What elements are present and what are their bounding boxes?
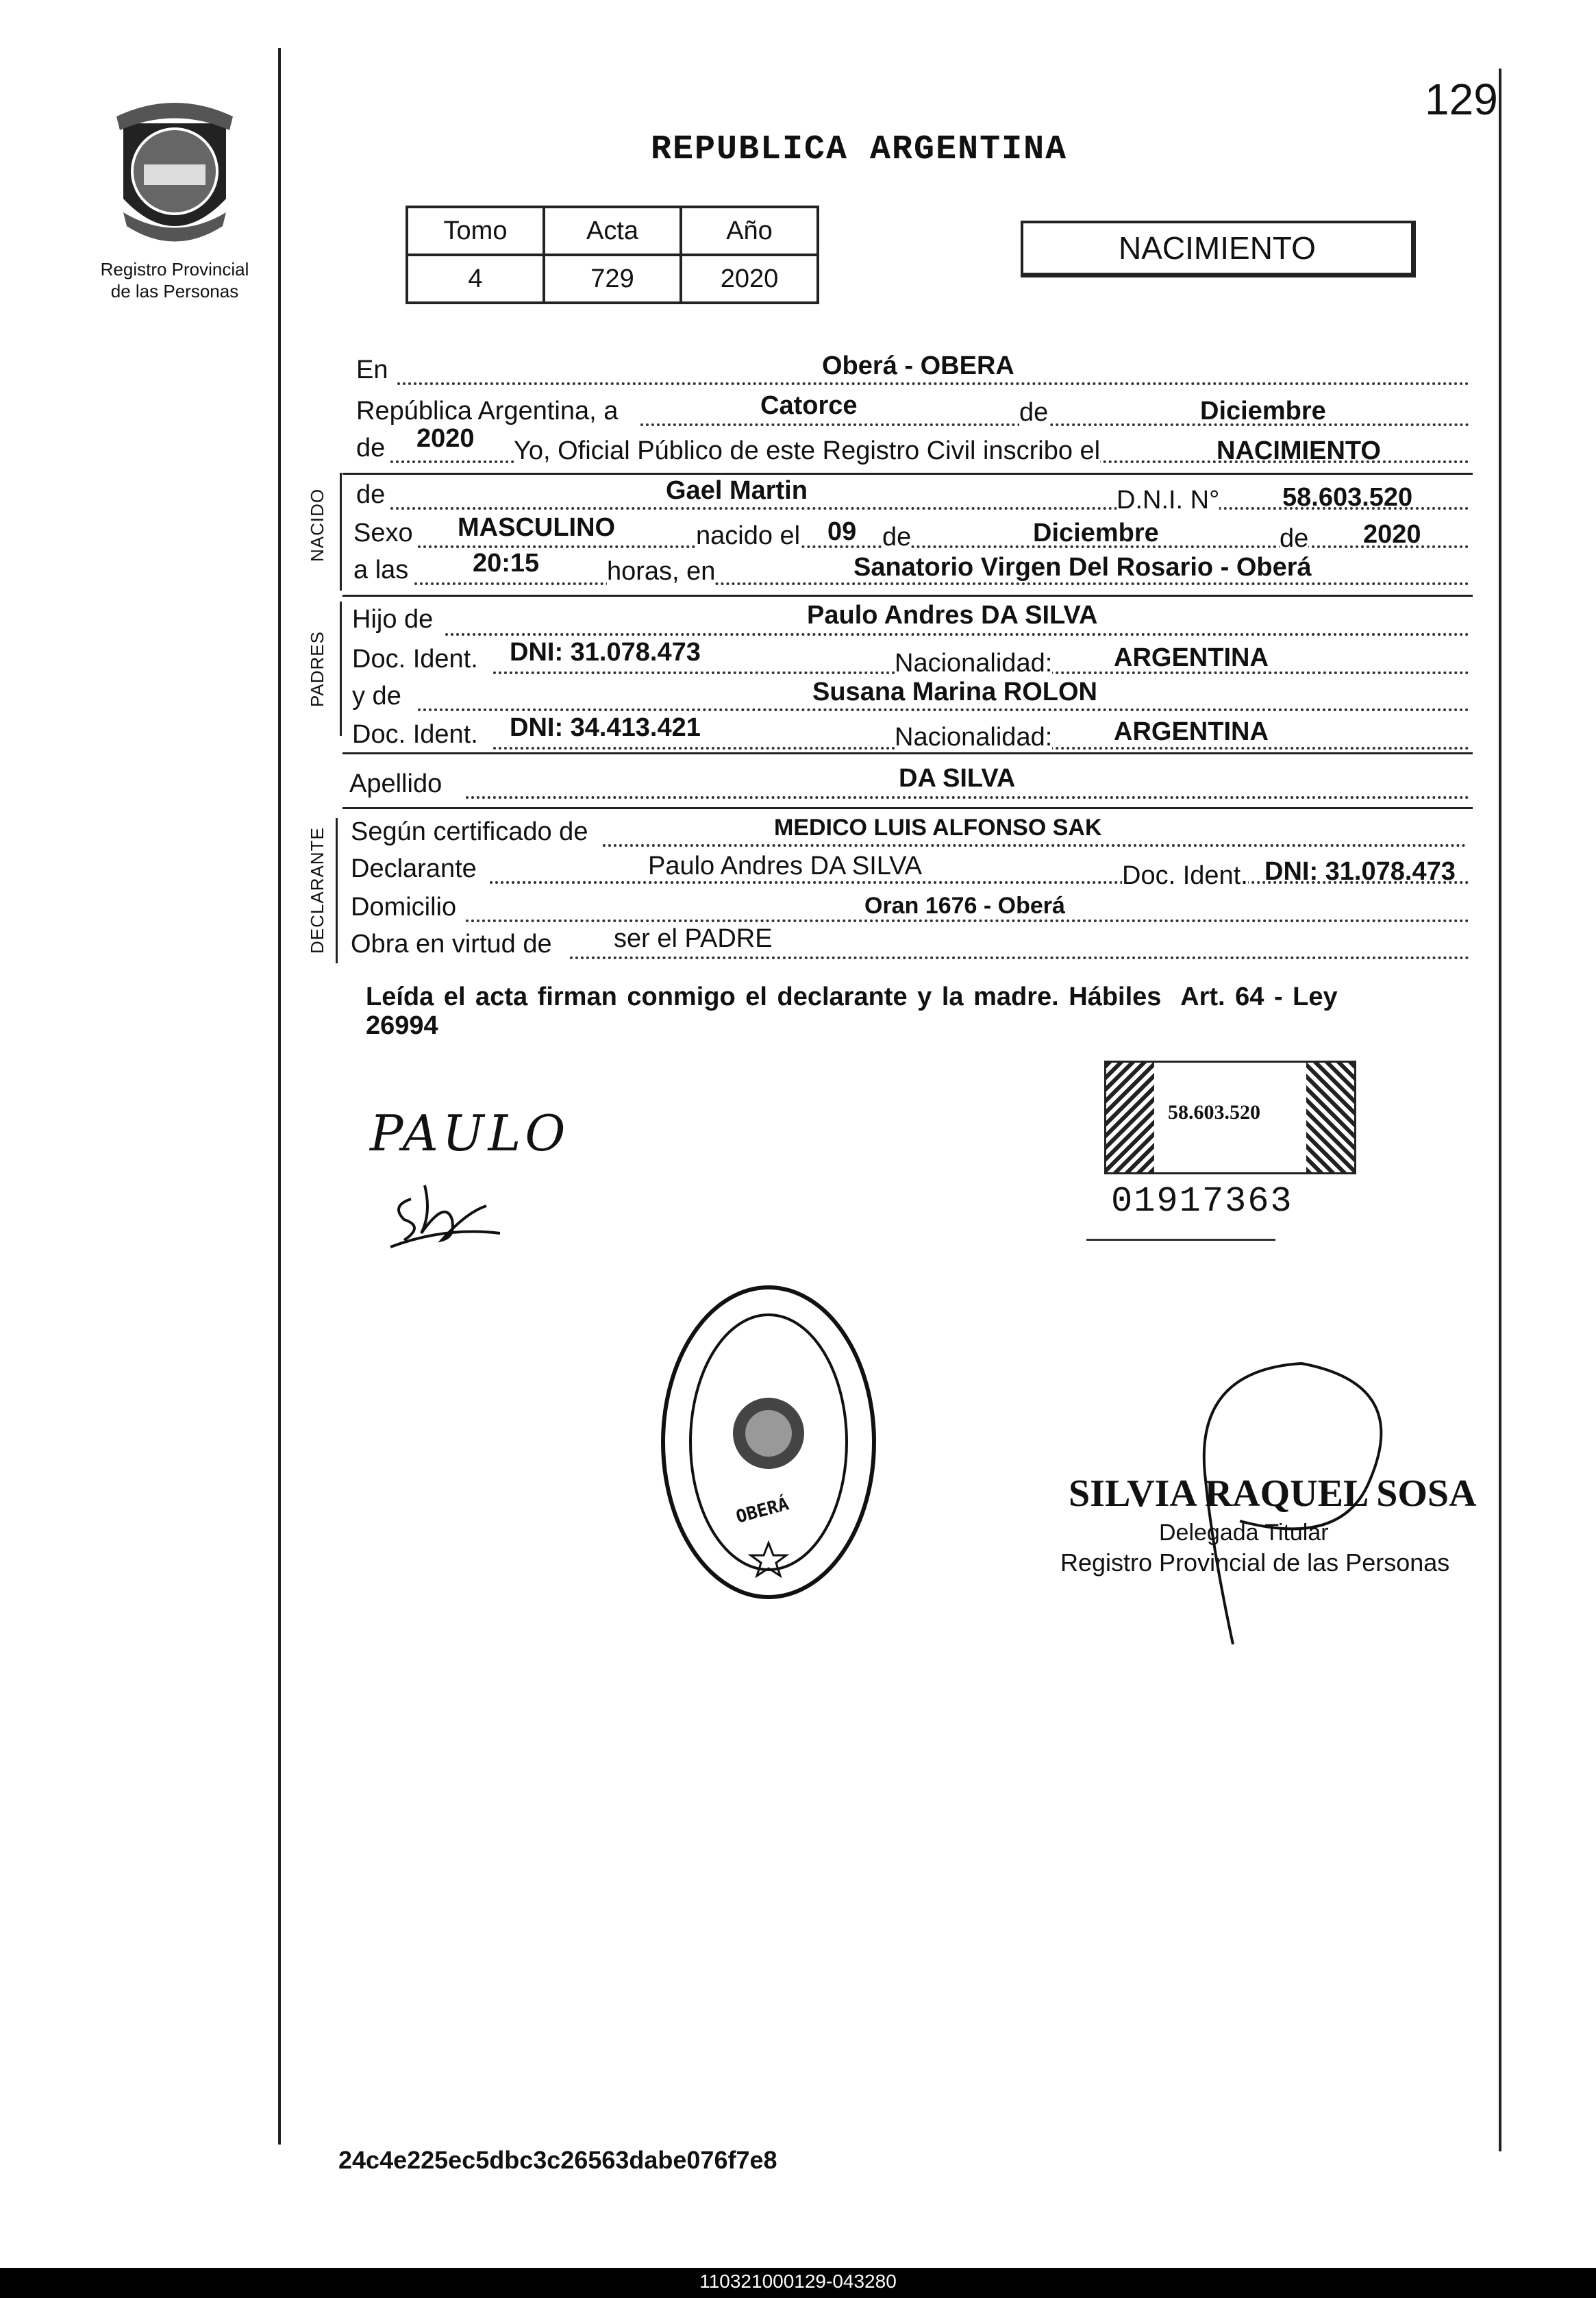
dni-label: D.N.I. N° <box>1117 486 1220 515</box>
sticker-right-pattern <box>1306 1063 1354 1172</box>
section-rule <box>342 473 1473 475</box>
reason: ser el PADRE <box>614 924 773 953</box>
serial-underline <box>1086 1239 1275 1241</box>
mother-doc: DNI: 34.413.421 <box>510 713 701 742</box>
official-office: Registro Provincial de las Personas <box>1060 1548 1450 1577</box>
birth-month: Diciembre <box>1033 519 1159 547</box>
section-rule <box>342 807 1473 809</box>
obra-label: Obra en virtud de <box>351 930 552 959</box>
y-de-label: y de <box>352 682 401 711</box>
logo-caption-2: de las Personas <box>110 281 239 301</box>
day-words: Catorce <box>760 391 858 420</box>
dots <box>397 382 1469 385</box>
place: Oberá - OBERA <box>822 351 1014 380</box>
section-label-nacido: NACIDO <box>307 488 327 562</box>
de2-label: de <box>356 434 386 462</box>
official-title: Delegada Titular <box>1159 1520 1329 1546</box>
nacido-de-label: de <box>356 480 386 509</box>
nacido-de2-label: de <box>882 523 912 552</box>
mother-doc-label: Doc. Ident. <box>352 720 478 749</box>
dots <box>466 796 1469 799</box>
child-name: Gael Martin <box>666 476 808 505</box>
mother-name: Susana Marina ROLON <box>812 678 1097 706</box>
country-title: REPUBLICA ARGENTINA <box>651 130 1068 169</box>
right-margin-line <box>1499 69 1501 2151</box>
dots <box>445 633 1469 636</box>
left-margin-line <box>278 48 281 2145</box>
table-header-ano: Año <box>681 207 818 255</box>
official-name: SILVIA RAQUEL SOSA <box>1069 1472 1477 1515</box>
declarante-label: Declarante <box>351 854 477 883</box>
birth-year: 2020 <box>1363 520 1421 549</box>
registry-table <box>406 206 819 304</box>
dots <box>640 423 1469 426</box>
hijo-de-label: Hijo de <box>352 605 434 634</box>
sexo-label: Sexo <box>353 519 413 547</box>
father-doc-label: Doc. Ident. <box>352 645 478 674</box>
table-value-acta: 729 <box>544 255 681 303</box>
footer-bar <box>0 2268 1596 2298</box>
province-logo <box>103 96 247 254</box>
apellido-label: Apellido <box>349 769 442 798</box>
certificate: MEDICO LUIS ALFONSO SAK <box>774 815 1102 841</box>
child-sex: MASCULINO <box>458 513 616 542</box>
act-type-box <box>1021 221 1416 277</box>
signature-scribble <box>384 1172 507 1254</box>
document-hash: 24c4e225ec5dbc3c26563dabe076f7e8 <box>338 2146 777 2174</box>
cert-label: Según certificado de <box>351 817 588 846</box>
section-bracket <box>336 818 338 963</box>
nacido-de3-label: de <box>1280 524 1309 553</box>
mother-nat: ARGENTINA <box>1114 717 1269 746</box>
declarante-name: Paulo Andres DA SILVA <box>648 852 922 880</box>
republica-label: República Argentina, a <box>356 397 619 425</box>
mother-nat-label: Nacionalidad: <box>895 723 1053 752</box>
dots <box>418 708 1469 711</box>
sticker-left-pattern <box>1106 1063 1154 1172</box>
footer-code: 110321000129-043280 <box>699 2271 897 2292</box>
dots <box>418 545 1469 548</box>
act-type: NACIMIENTO <box>1119 230 1316 266</box>
seal-city: OBERÁ <box>734 1494 791 1528</box>
dots <box>570 956 1469 959</box>
dots <box>603 844 1466 847</box>
child-dni: 58.603.520 <box>1282 483 1413 512</box>
dots <box>414 582 1469 585</box>
id-sticker <box>1104 1061 1356 1174</box>
declarante-doc: DNI: 31.078.473 <box>1264 857 1456 886</box>
section-label-declarante: DECLARANTE <box>307 827 327 954</box>
statement: Yo, Oficial Público de este Registro Civil inscribo el <box>514 436 1101 465</box>
closing-line-1: Leída el acta firman conmigo el declarante y la madre. Hábiles Art. 64 - Ley <box>366 983 1338 1011</box>
section-bracket <box>340 473 342 591</box>
birth-time: 20:15 <box>473 549 540 578</box>
father-name: Paulo Andres DA SILVA <box>807 601 1098 630</box>
en-label: En <box>356 356 388 384</box>
nacido-el-label: nacido el <box>696 521 801 550</box>
sticker-serial: 01917363 <box>1111 1181 1293 1222</box>
month: Diciembre <box>1200 397 1326 425</box>
section-rule <box>342 752 1473 754</box>
logo-caption-1: Registro Provincial <box>100 259 249 280</box>
a-las-label: a las <box>353 556 409 584</box>
father-nat-label: Nacionalidad: <box>895 649 1053 678</box>
table-header-tomo: Tomo <box>407 207 544 255</box>
act-inscribed: NACIMIENTO <box>1217 436 1381 465</box>
birth-place: Sanatorio Virgen Del Rosario - Oberá <box>853 553 1312 582</box>
closing-line-2: 26994 <box>366 1011 438 1040</box>
father-doc: DNI: 31.078.473 <box>510 638 701 667</box>
domicilio-label: Domicilio <box>351 893 457 922</box>
table-value-tomo: 4 <box>407 255 544 303</box>
horas-label: horas, en <box>607 557 716 586</box>
section-label-padres: PADRES <box>307 631 327 707</box>
sticker-number: 58.603.520 <box>1168 1101 1260 1124</box>
apellido: DA SILVA <box>899 764 1016 793</box>
signature-paulo: PAULO <box>370 1104 570 1162</box>
page-number: 129 <box>1425 75 1498 124</box>
official-seal <box>659 1283 878 1602</box>
de-label: de <box>1019 398 1049 427</box>
section-rule <box>342 595 1473 597</box>
declarante-doc-label: Doc. Ident. <box>1122 861 1248 890</box>
address: Oran 1676 - Oberá <box>864 893 1065 919</box>
table-header-acta: Acta <box>544 207 681 255</box>
section-bracket <box>340 602 342 736</box>
birth-day: 09 <box>827 517 857 546</box>
father-nat: ARGENTINA <box>1114 643 1269 672</box>
year: 2020 <box>416 424 475 453</box>
table-value-ano: 2020 <box>681 255 818 303</box>
